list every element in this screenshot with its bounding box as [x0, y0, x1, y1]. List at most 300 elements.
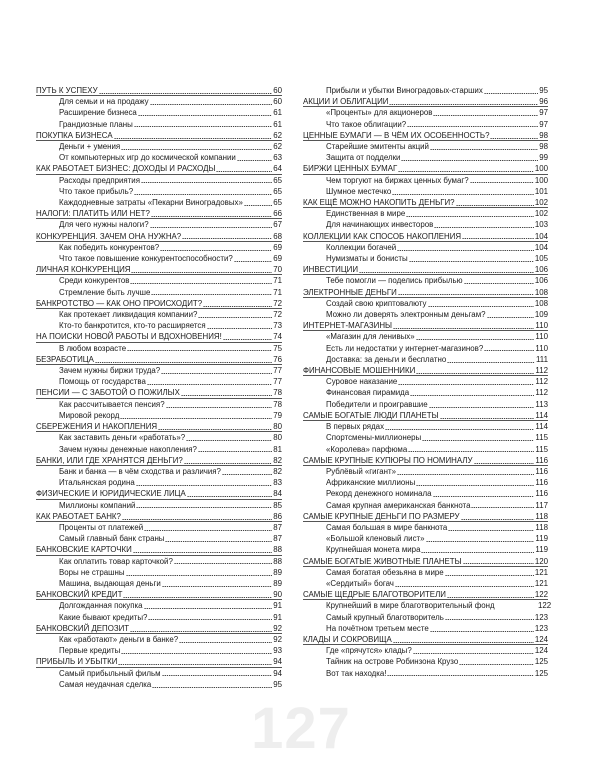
- toc-entry-title: Мировой рекорд: [59, 410, 120, 420]
- dot-leader: [152, 687, 272, 688]
- toc-section-entry: [36, 488, 282, 499]
- toc-subsection-entry: [303, 600, 552, 611]
- toc-entry-title: САМЫЕ КРУПНЫЕ КУПЮРЫ ПО НОМИНАЛУ: [303, 455, 473, 465]
- toc-section-entry: [303, 197, 548, 208]
- dot-leader: [138, 115, 272, 116]
- toc-entry-page: 80: [273, 422, 282, 432]
- toc-entry-title: ФИЗИЧЕСКИЕ И ЮРИДИЧЕСКИЕ ЛИЦА: [36, 489, 186, 499]
- dot-leader: [397, 250, 534, 251]
- toc-subsection-entry: [303, 432, 548, 443]
- toc-entry-page: 64: [273, 164, 282, 174]
- toc-entry-title: ПЕНСИИ — С ЗАБОТОЙ О ПОЖИЛЫХ: [36, 388, 180, 398]
- toc-entry-page: 102: [534, 209, 548, 219]
- dot-leader: [234, 261, 272, 262]
- toc-entry-title: Для семьи и на продажу: [59, 97, 149, 107]
- toc-section-entry: [36, 163, 282, 174]
- toc-entry-title: В первых рядах: [326, 422, 385, 432]
- toc-entry-title: Машина, выдающая деньги: [59, 578, 161, 588]
- toc-subsection-entry: [303, 219, 548, 230]
- toc-entry-page: 91: [273, 612, 282, 622]
- toc-subsection-entry: [36, 275, 282, 286]
- toc-entry-page: 116: [535, 455, 548, 465]
- toc-entry-title: Зачем нужны денежные накопления?: [59, 444, 197, 454]
- toc-entry-page: 98: [539, 130, 548, 140]
- dot-leader: [121, 653, 272, 654]
- dot-leader: [484, 350, 534, 351]
- toc-section-entry: [36, 623, 282, 634]
- toc-entry-title: Защита от подделки: [326, 153, 401, 163]
- dot-leader: [114, 138, 273, 139]
- toc-column-left: [36, 85, 282, 690]
- toc-entry-page: 88: [273, 556, 282, 566]
- toc-subsection-entry: [303, 253, 548, 264]
- toc-entry-page: 110: [535, 332, 548, 342]
- dot-leader: [151, 216, 272, 217]
- toc-entry-page: 79: [273, 410, 282, 420]
- toc-section-entry: [303, 320, 548, 331]
- toc-entry-page: 65: [273, 198, 282, 208]
- toc-entry-title: Крупнейшая монета мира: [326, 545, 421, 555]
- toc-subsection-entry: [303, 298, 548, 309]
- dot-leader: [162, 675, 273, 676]
- toc-entry-title: БАНКОВСКИЙ КРЕДИТ: [36, 590, 123, 600]
- toc-entry-title: Как протекает ликвидация компании?: [59, 310, 198, 320]
- toc-subsection-entry: [36, 343, 282, 354]
- toc-entry-page: 103: [534, 220, 548, 230]
- toc-subsection-entry: [36, 186, 282, 197]
- dot-leader: [160, 250, 272, 251]
- toc-entry-title: КАК РАБОТАЕТ БИЗНЕС: ДОХОДЫ И РАСХОДЫ: [36, 164, 216, 174]
- toc-subsection-entry: [36, 645, 282, 656]
- toc-entry-title: Самый крупный благотворитель: [326, 612, 444, 622]
- toc-entry-page: 80: [273, 433, 282, 443]
- toc-entry-page: 87: [273, 534, 282, 544]
- toc-entry-page: 78: [273, 399, 282, 409]
- toc-entry-title: Как заставить деньги «работать»?: [59, 433, 186, 443]
- toc-entry-page: 97: [539, 108, 548, 118]
- toc-subsection-entry: [303, 152, 548, 163]
- toc-entry-title: БАНКОВСКИЙ ДЕПОЗИТ: [36, 623, 130, 633]
- dot-leader: [162, 586, 272, 587]
- dot-leader: [123, 597, 272, 598]
- toc-subsection-entry: [303, 488, 548, 499]
- dot-leader: [409, 261, 534, 262]
- toc-entry-title: Рекорд денежного номинала: [326, 489, 432, 499]
- toc-entry-page: 98: [539, 142, 548, 152]
- toc-entry-title: Создай свою криптовалюту: [326, 298, 427, 308]
- dot-leader: [144, 530, 272, 531]
- toc-entry-page: 110: [535, 321, 548, 331]
- toc-entry-title: КОНКУРЕНЦИЯ. ЗАЧЕМ ОНА НУЖНА?: [36, 231, 182, 241]
- toc-entry-page: 121: [534, 578, 548, 588]
- toc-entry-title: В любом возрасте: [59, 343, 127, 353]
- toc-entry-page: 108: [534, 287, 548, 297]
- dot-leader: [433, 115, 538, 116]
- dot-leader: [179, 642, 272, 643]
- toc-entry-title: САМЫЕ БОГАТЫЕ ЛЮДИ ПЛАНЕТЫ: [303, 410, 439, 420]
- dot-leader: [186, 440, 272, 441]
- toc-entry-title: Чем торгуют на биржах ценных бумаг?: [326, 175, 469, 185]
- toc-entry-page: 70: [273, 265, 282, 275]
- toc-subsection-entry: [36, 253, 282, 264]
- toc-subsection-entry: [303, 668, 548, 679]
- dot-leader: [126, 575, 273, 576]
- toc-entry-title: КАК РАБОТАЕТ БАНК?: [36, 511, 121, 521]
- toc-subsection-entry: [36, 432, 282, 443]
- toc-entry-title: БАНКИ, ИЛИ ГДЕ ХРАНЯТСЯ ДЕНЬГИ?: [36, 455, 183, 465]
- toc-section-entry: [303, 634, 548, 645]
- toc-entry-title: НА ПОИСКИ НОВОЙ РАБОТЫ И ВДОХНОВЕНИЯ!: [36, 332, 222, 342]
- toc-subsection-entry: [303, 85, 548, 96]
- toc-section-entry: [36, 85, 282, 96]
- dot-leader: [430, 149, 538, 150]
- toc-subsection-entry: [36, 634, 282, 645]
- dot-leader: [393, 328, 534, 329]
- toc-entry-title: «Проценты» для акционеров: [326, 108, 433, 118]
- toc-entry-title: ЭЛЕКТРОННЫЕ ДЕНЬГИ: [303, 287, 397, 297]
- toc-entry-title: Где «прячутся» клады?: [326, 646, 412, 656]
- dot-leader: [141, 182, 272, 183]
- toc-entry-title: Расширение бизнеса: [59, 108, 137, 118]
- dot-leader: [95, 362, 272, 363]
- toc-entry-page: 72: [273, 310, 282, 320]
- dot-leader: [433, 496, 535, 497]
- toc-entry-title: Самый главный банк страны: [59, 534, 165, 544]
- toc-entry-page: 84: [273, 489, 282, 499]
- toc-subsection-entry: [303, 376, 548, 387]
- toc-entry-title: Шумное местечко: [326, 186, 392, 196]
- toc-section-entry: [36, 354, 282, 365]
- toc-section-entry: [36, 387, 282, 398]
- dot-leader: [416, 339, 535, 340]
- dot-leader: [387, 675, 533, 676]
- toc-subsection-entry: [303, 522, 548, 533]
- toc-entry-page: 88: [273, 545, 282, 555]
- toc-entry-title: СБЕРЕЖЕНИЯ И НАКОПЛЕНИЯ: [36, 422, 158, 432]
- toc-section-entry: [303, 410, 548, 421]
- toc-section-entry: [36, 656, 282, 667]
- toc-subsection-entry: [36, 175, 282, 186]
- toc-entry-page: 104: [534, 242, 548, 252]
- toc-subsection-entry: [36, 578, 282, 589]
- dot-leader: [470, 182, 534, 183]
- toc-entry-title: Первые кредиты: [59, 646, 121, 656]
- toc-entry-title: Суровое наказание: [326, 377, 398, 387]
- toc-entry-page: 118: [535, 511, 548, 521]
- toc-column-right: [303, 85, 552, 679]
- toc-entry-title: Для чего нужны налоги?: [59, 220, 149, 230]
- toc-entry-page: 78: [273, 388, 282, 398]
- dot-leader: [401, 160, 538, 161]
- toc-entry-page: 75: [273, 343, 282, 353]
- toc-entry-title: САМЫЕ ЩЕДРЫЕ БЛАГОТВОРИТЕЛИ: [303, 590, 446, 600]
- toc-entry-title: Деньги + умения: [59, 142, 121, 152]
- toc-entry-title: КАК ЕЩЁ МОЖНО НАКОПИТЬ ДЕНЬГИ?: [303, 198, 455, 208]
- toc-entry-title: БАНКОВСКИЕ КАРТОЧКИ: [36, 545, 132, 555]
- toc-entry-title: Самая неудачная сделка: [59, 679, 152, 689]
- dot-leader: [484, 93, 538, 94]
- dot-leader: [184, 463, 272, 464]
- toc-entry-page: 60: [273, 97, 282, 107]
- toc-entry-page: 116: [535, 478, 548, 488]
- dot-leader: [421, 552, 534, 553]
- toc-section-entry: [36, 455, 282, 466]
- dot-leader: [429, 407, 535, 408]
- toc-subsection-entry: [303, 578, 548, 589]
- toc-entry-page: 123: [534, 612, 548, 622]
- toc-section-entry: [303, 231, 548, 242]
- toc-entry-title: ЛИЧНАЯ КОНКУРЕНЦИЯ: [36, 265, 131, 275]
- dot-leader: [395, 586, 534, 587]
- toc-entry-title: Для начинающих инвесторов: [326, 220, 434, 230]
- toc-entry-title: Вот так находка!: [326, 668, 387, 678]
- toc-entry-page: 86: [273, 511, 282, 521]
- toc-entry-page: 95: [273, 679, 282, 689]
- dot-leader: [121, 149, 272, 150]
- toc-entry-page: 120: [534, 556, 548, 566]
- toc-entry-page: 82: [273, 455, 282, 465]
- toc-subsection-entry: [303, 343, 548, 354]
- dot-leader: [416, 485, 534, 486]
- toc-entry-page: 94: [273, 668, 282, 678]
- toc-entry-title: Есть ли недостатки у интернет-магазинов?: [326, 343, 484, 353]
- toc-entry-title: Банк и банка — в чём сходства и различия?: [59, 466, 221, 476]
- toc-entry-title: Долгожданная покупка: [59, 601, 143, 611]
- toc-entry-page: 125: [534, 657, 548, 667]
- toc-subsection-entry: [303, 141, 548, 152]
- toc-entry-title: Финансовая пирамида: [326, 388, 410, 398]
- dot-leader: [397, 474, 534, 475]
- dot-leader: [392, 194, 534, 195]
- dot-leader: [430, 631, 534, 632]
- toc-subsection-entry: [36, 668, 282, 679]
- dot-leader: [150, 104, 273, 105]
- dot-leader: [203, 306, 272, 307]
- dot-leader: [148, 619, 272, 620]
- toc-subsection-entry: [36, 477, 282, 488]
- toc-entry-page: 117: [535, 500, 548, 510]
- dot-leader: [244, 205, 272, 206]
- toc-entry-page: 60: [273, 86, 282, 95]
- toc-entry-title: Что такое повышение конкурентоспособности?: [59, 254, 233, 264]
- dot-leader: [130, 631, 272, 632]
- toc-entry-title: Можно ли доверять электронным деньгам?: [326, 310, 486, 320]
- toc-entry-title: АКЦИИ И ОБЛИГАЦИИ: [303, 97, 389, 107]
- toc-entry-title: Какие бывают кредиты?: [59, 612, 148, 622]
- dot-leader: [150, 227, 273, 228]
- toc-entry-title: Единственная в мире: [326, 209, 406, 219]
- toc-subsection-entry: [36, 309, 282, 320]
- toc-entry-title: Самая крупная американская банкнота: [326, 500, 471, 510]
- toc-entry-page: 94: [273, 657, 282, 667]
- toc-subsection-entry: [36, 500, 282, 511]
- toc-entry-page: 62: [273, 130, 282, 140]
- toc-subsection-entry: [36, 679, 282, 690]
- toc-subsection-entry: [36, 219, 282, 230]
- toc-subsection-entry: [36, 320, 282, 331]
- toc-entry-title: ФИНАНСОВЫЕ МОШЕННИКИ: [303, 366, 416, 376]
- toc-subsection-entry: [303, 533, 548, 544]
- toc-entry-title: От компьютерных игр до космической компании: [59, 153, 236, 163]
- toc-entry-title: Как оплатить товар карточкой?: [59, 556, 173, 566]
- toc-subsection-entry: [303, 175, 548, 186]
- toc-entry-title: ИНТЕРНЕТ-МАГАЗИНЫ: [303, 321, 393, 331]
- toc-section-entry: [303, 130, 548, 141]
- toc-section-entry: [36, 298, 282, 309]
- toc-subsection-entry: [303, 119, 548, 130]
- toc-entry-page: 69: [273, 254, 282, 264]
- toc-entry-page: 81: [273, 444, 282, 454]
- toc-section-entry: [36, 331, 282, 342]
- toc-subsection-entry: [36, 533, 282, 544]
- toc-entry-title: «Магазин для ленивых»: [326, 332, 415, 342]
- toc-entry-page: 112: [535, 366, 548, 376]
- toc-entry-page: 68: [273, 231, 282, 241]
- toc-entry-title: Каждодневные затраты «Пекарни Виноградовых»: [59, 198, 243, 208]
- dot-leader: [222, 474, 272, 475]
- dot-leader: [474, 463, 535, 464]
- toc-entry-page: 116: [535, 489, 548, 499]
- toc-entry-page: 93: [273, 646, 282, 656]
- dot-leader: [207, 328, 273, 329]
- toc-section-entry: [36, 231, 282, 242]
- toc-section-entry: [36, 589, 282, 600]
- toc-entry-title: Доставка: за деньги и бесплатно: [326, 354, 447, 364]
- toc-entry-title: ПРИБЫЛЬ И УБЫТКИ: [36, 657, 118, 667]
- toc-entry-title: «Сердитый» богач: [326, 578, 394, 588]
- dot-leader: [223, 339, 272, 340]
- dot-leader: [198, 317, 272, 318]
- dot-leader: [410, 395, 534, 396]
- dot-leader: [216, 171, 272, 172]
- toc-entry-title: ПОКУПКА БИЗНЕСА: [36, 130, 113, 140]
- dot-leader: [413, 653, 534, 654]
- dot-leader: [440, 418, 535, 419]
- toc-entry-title: ИНВЕСТИЦИИ: [303, 265, 359, 275]
- toc-entry-page: 119: [535, 545, 548, 555]
- toc-entry-title: Тайник на острове Робинзона Крузо: [326, 657, 459, 667]
- toc-subsection-entry: [36, 612, 282, 623]
- toc-entry-page: 89: [273, 567, 282, 577]
- toc-subsection-entry: [303, 107, 548, 118]
- dot-leader: [445, 619, 534, 620]
- toc-entry-page: 69: [273, 242, 282, 252]
- toc-entry-page: 61: [273, 108, 282, 118]
- dot-leader: [448, 530, 534, 531]
- dot-leader: [151, 294, 272, 295]
- dot-leader: [144, 608, 273, 609]
- toc-subsection-entry: [303, 399, 548, 410]
- toc-entry-page: 113: [535, 399, 548, 409]
- dot-leader: [487, 317, 534, 318]
- toc-entry-title: Кто-то банкротится, кто-то расширяется: [59, 321, 206, 331]
- toc-entry-page: 114: [535, 410, 548, 420]
- dot-leader: [416, 373, 534, 374]
- dot-leader: [434, 227, 534, 228]
- toc-entry-page: 125: [534, 668, 548, 678]
- toc-entry-page: 121: [534, 567, 548, 577]
- dot-leader: [131, 272, 272, 273]
- dot-leader: [389, 104, 538, 105]
- toc-entry-title: БЕЗРАБОТИЦА: [36, 354, 94, 364]
- toc-section-entry: [303, 96, 548, 107]
- dot-leader: [165, 541, 272, 542]
- dot-leader: [181, 395, 272, 396]
- toc-subsection-entry: [36, 152, 282, 163]
- toc-subsection-entry: [36, 197, 282, 208]
- toc-entry-page: 65: [273, 175, 282, 185]
- toc-section-entry: [36, 511, 282, 522]
- toc-entry-page: 72: [273, 298, 282, 308]
- toc-entry-title: Тебе помогли — поделись прибылью: [326, 276, 463, 286]
- toc-subsection-entry: [303, 275, 548, 286]
- toc-section-entry: [303, 556, 548, 567]
- toc-subsection-entry: [36, 410, 282, 421]
- dot-leader: [426, 541, 535, 542]
- toc-section-entry: [303, 287, 548, 298]
- toc-subsection-entry: [36, 376, 282, 387]
- toc-entry-page: 63: [273, 153, 282, 163]
- dot-leader: [447, 597, 534, 598]
- toc-subsection-entry: [36, 365, 282, 376]
- toc-entry-page: 108: [534, 298, 548, 308]
- toc-entry-title: САМЫЕ КРУПНЫЕ ДЕНЬГИ ПО РАЗМЕРУ: [303, 511, 460, 521]
- toc-subsection-entry: [36, 96, 282, 107]
- toc-subsection-entry: [303, 242, 548, 253]
- dot-leader: [130, 283, 272, 284]
- toc-subsection-entry: [303, 421, 548, 432]
- toc-entry-page: 114: [535, 422, 548, 432]
- toc-entry-page: 115: [535, 433, 548, 443]
- toc-entry-title: Спортсмены-миллионеры: [326, 433, 422, 443]
- toc-entry-page: 92: [273, 623, 282, 633]
- toc-entry-title: Самая большая в мире банкнота: [326, 522, 448, 532]
- toc-entry-page: 91: [273, 601, 282, 611]
- toc-entry-title: Миллионы компаний: [59, 500, 136, 510]
- toc-subsection-entry: [303, 500, 548, 511]
- toc-entry-title: Самая богатая обезьяна в мире: [326, 567, 444, 577]
- toc-entry-page: 100: [534, 175, 548, 185]
- toc-entry-title: Коллекции богачей: [326, 242, 397, 252]
- toc-entry-page: 111: [536, 354, 548, 364]
- toc-entry-page: 116: [535, 466, 548, 476]
- dot-leader: [136, 507, 272, 508]
- toc-entry-page: 87: [273, 522, 282, 532]
- toc-entry-title: Что такое облигации?: [326, 119, 407, 129]
- dot-leader: [407, 126, 538, 127]
- dot-leader: [408, 451, 534, 452]
- toc-entry-title: БИРЖИ ЦЕННЫХ БУМАГ: [303, 164, 398, 174]
- toc-entry-page: 124: [534, 634, 548, 644]
- dot-leader: [359, 272, 534, 273]
- toc-subsection-entry: [36, 399, 282, 410]
- toc-subsection-entry: [303, 623, 548, 634]
- toc-entry-title: Прибыли и убытки Виноградовых-старших: [326, 86, 483, 95]
- toc-subsection-entry: [303, 477, 548, 488]
- toc-entry-title: «Королева» парфюма: [326, 444, 408, 454]
- toc-entry-title: Среди конкурентов: [59, 276, 130, 286]
- toc-entry-title: ЦЕННЫЕ БУМАГИ — В ЧЁМ ИХ ОСОБЕННОСТЬ?: [303, 130, 490, 140]
- toc-entry-page: 112: [535, 377, 548, 387]
- toc-entry-title: Старейшие эмитенты акций: [326, 142, 429, 152]
- toc-entry-title: САМЫЕ БОГАТЫЕ ЖИВОТНЫЕ ПЛАНЕТЫ: [303, 556, 462, 566]
- dot-leader: [385, 429, 534, 430]
- dot-leader: [445, 575, 534, 576]
- toc-entry-page: 115: [535, 444, 548, 454]
- toc-subsection-entry: [36, 141, 282, 152]
- toc-entry-title: БАНКРОТСТВО — КАК ОНО ПРОИСХОДИТ?: [36, 298, 203, 308]
- toc-entry-page: 83: [273, 478, 282, 488]
